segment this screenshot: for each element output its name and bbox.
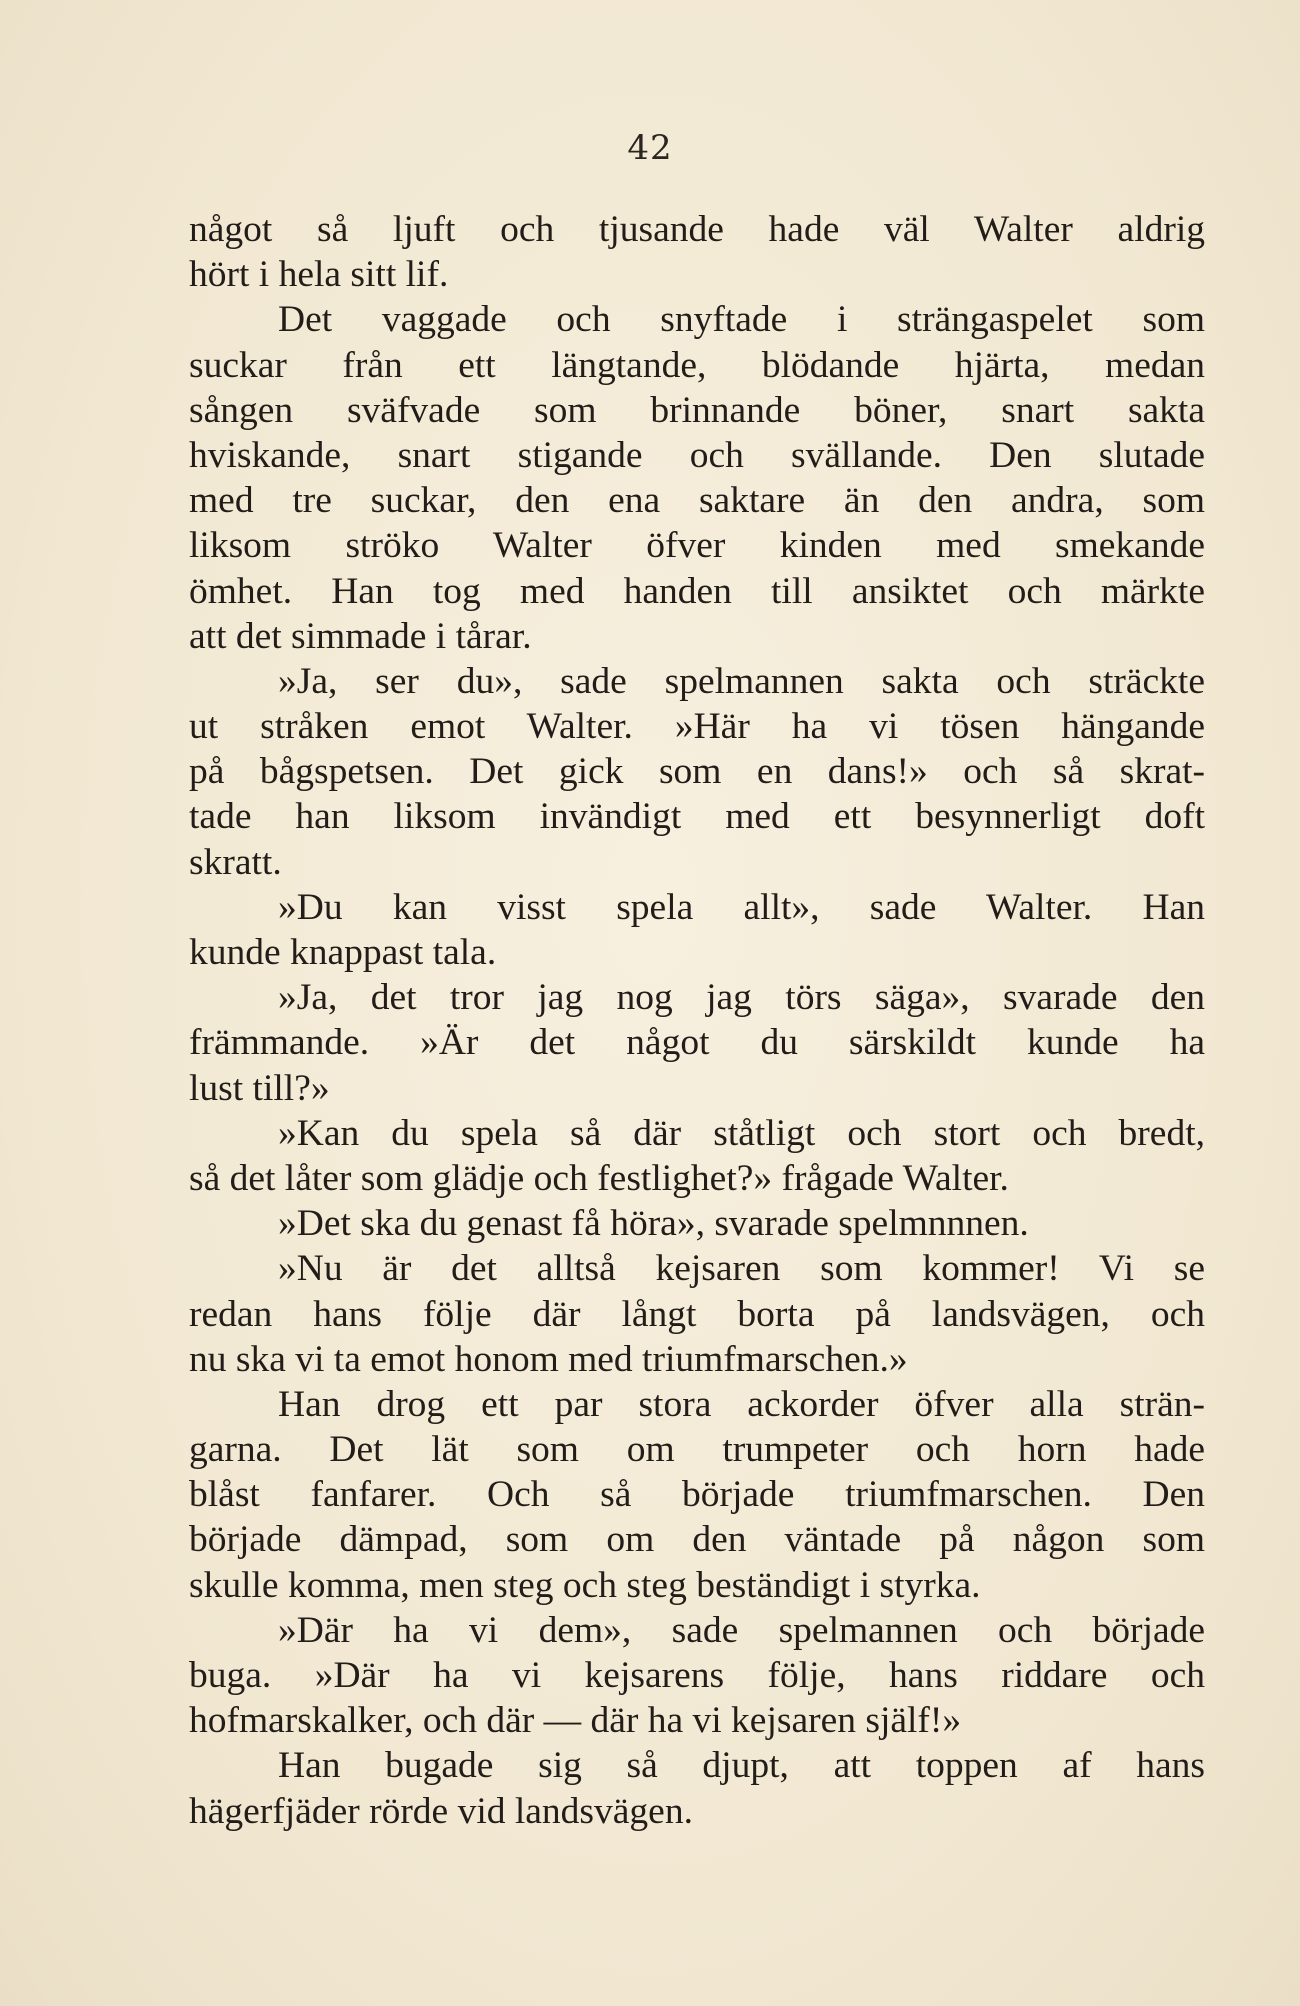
text-line: skratt. [189,841,282,883]
text-line: så det låter som glädje och festlighet?» frågade Walter. [189,1157,1009,1199]
text-line: lust till?» [189,1067,330,1109]
text-line: ömhet. Han tog med handen till ansiktet och märkte [189,570,1205,612]
text-line: »Nu är det alltså kejsaren som kommer! Vi se [278,1248,1205,1290]
text-line: hofmarskalker, och där — där ha vi kejsaren själf!» [189,1700,962,1742]
text-line: tade han liksom invändigt med ett besynnerligt doft [189,796,1205,838]
text-line: »Kan du spela så där ståtligt och stort och bredt, [278,1112,1205,1154]
text-line: »Du kan visst spela allt», sade Walter. Han [278,886,1205,928]
text-line: redan hans följe där långt borta på landsvägen, och [189,1293,1205,1335]
page-number: 42 [627,128,673,168]
text-line: »Ja, ser du», sade spelmannen sakta och sträckte [278,660,1205,702]
text-line: »Det ska du genast få höra», svarade spelmnnnen. [278,1203,1029,1245]
text-line: främmande. »Är det något du särskildt kunde ha [189,1022,1205,1064]
text-line: nu ska vi ta emot honom med triumfmarschen.» [189,1338,908,1380]
text-line: att det simmade i tårar. [189,615,532,657]
text-line: Han bugade sig så djupt, att toppen af hans [278,1745,1205,1787]
text-line: något så ljuft och tjusande hade väl Walter aldrig [189,209,1205,250]
text-line: garna. Det lät som om trumpeter och horn hade [189,1429,1205,1471]
text-line: blåst fanfarer. Och så började triumfmarschen. Den [189,1474,1205,1516]
text-line: sången sväfvade som brinnande böner, snart sakta [189,389,1205,431]
text-line: hägerfjäder rörde vid landsvägen. [189,1790,693,1832]
text-line: med tre suckar, den ena saktare än den andra, som [189,480,1205,522]
text-line: Han drog ett par stora ackorder öfver alla strän- [278,1383,1205,1425]
text-line: buga. »Där ha vi kejsarens följe, hans riddare och [189,1655,1205,1696]
text-line: Det vaggade och snyftade i strängaspelet som [278,299,1205,341]
text-line: ut stråken emot Walter. »Här ha vi tösen hängande [189,706,1205,748]
text-line: liksom ströko Walter öfver kinden med smekande [189,525,1205,567]
text-line: hviskande, snart stigande och svällande. Den slutade [189,434,1205,476]
text-line: »Ja, det tror jag nog jag törs säga», svarade den [278,977,1205,1019]
text-line: hört i hela sitt lif. [189,254,449,296]
text-line: kunde knappast tala. [189,932,497,973]
text-line: suckar från ett längtande, blödande hjärta, medan [189,344,1205,386]
body-text [189,207,1205,1834]
text-line: »Där ha vi dem», sade spelmannen och började [278,1609,1205,1651]
text-line: skulle komma, men steg och steg beständigt i styrka. [189,1564,981,1606]
text-line: på bågspetsen. Det gick som en dans!» och så skrat- [189,751,1205,793]
text-line: började dämpad, som om den väntade på någon som [189,1519,1205,1561]
